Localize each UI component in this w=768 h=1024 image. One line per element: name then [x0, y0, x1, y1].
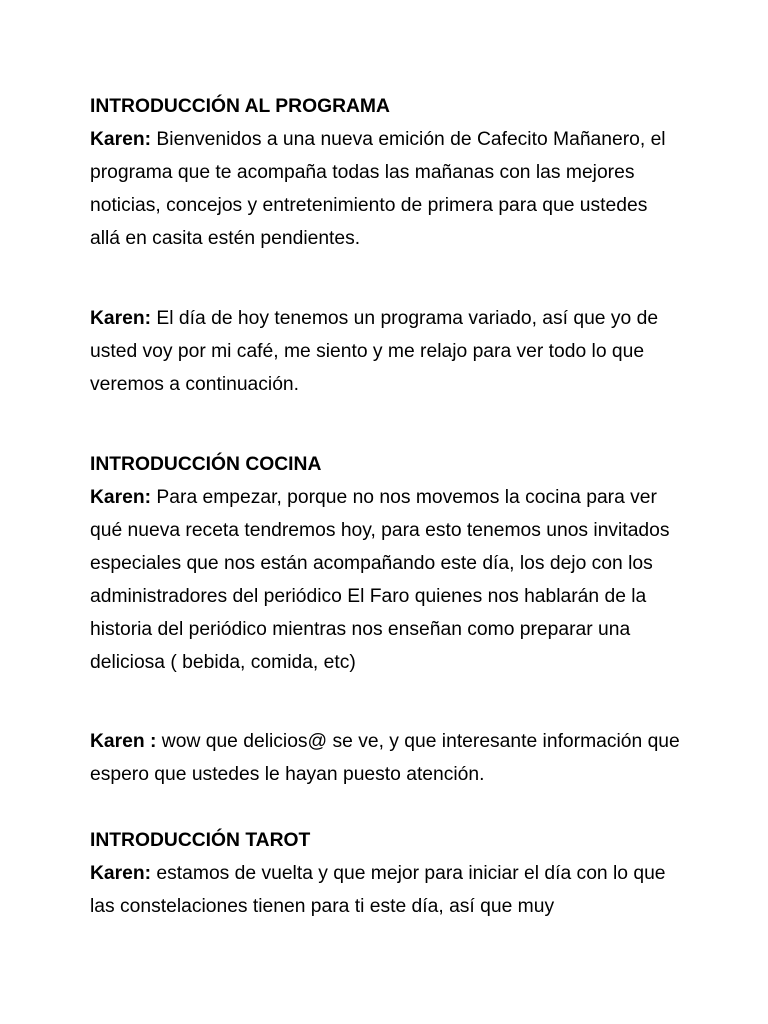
dialogue-text: wow que delicios@ se ve, y que interesante información que espero que ustedes le hayan puesto atención.	[90, 731, 680, 785]
section-heading: INTRODUCCIÓN AL PROGRAMA	[90, 96, 390, 117]
dialogue-paragraph	[90, 725, 680, 791]
section-heading: INTRODUCCIÓN COCINA	[90, 454, 322, 475]
speaker-label: Karen:	[90, 308, 152, 329]
dialogue-paragraph	[90, 123, 680, 255]
speaker-label: Karen:	[90, 487, 152, 508]
section-cocina-cierre	[90, 725, 680, 791]
speaker-label: Karen:	[90, 129, 152, 150]
section-intro-programa	[90, 90, 680, 255]
dialogue-paragraph	[90, 302, 680, 401]
section-intro-cocina	[90, 448, 680, 679]
dialogue-text: Bienvenidos a una nueva emición de Cafecito Mañanero, el programa que te acompaña todas las mañanas con las mejores noticias, concejos y entretenimiento de primera para que ustedes allá en casita estén pendientes.	[90, 129, 666, 249]
dialogue-paragraph	[90, 481, 680, 679]
section-programa-variado	[90, 302, 680, 401]
dialogue-paragraph	[90, 857, 680, 923]
section-intro-tarot	[90, 824, 680, 923]
speaker-label: Karen:	[90, 863, 152, 884]
section-heading: INTRODUCCIÓN TAROT	[90, 830, 311, 851]
speaker-label: Karen :	[90, 731, 157, 752]
dialogue-text: estamos de vuelta y que mejor para iniciar el día con lo que las constelaciones tienen para ti este día, así que muy	[90, 863, 666, 917]
dialogue-text: Para empezar, porque no nos movemos la cocina para ver qué nueva receta tendremos hoy, para esto tenemos unos invitados especiales que nos están acompañando este día, los dejo con los administradores del periódico El Faro quienes nos hablarán de la historia del periódico mientras nos enseñan como preparar una deliciosa ( bebida, comida, etc)	[90, 487, 670, 673]
dialogue-text: El día de hoy tenemos un programa variado, así que yo de usted voy por mi café, me siento y me relajo para ver todo lo que veremos a continuación.	[90, 308, 659, 395]
